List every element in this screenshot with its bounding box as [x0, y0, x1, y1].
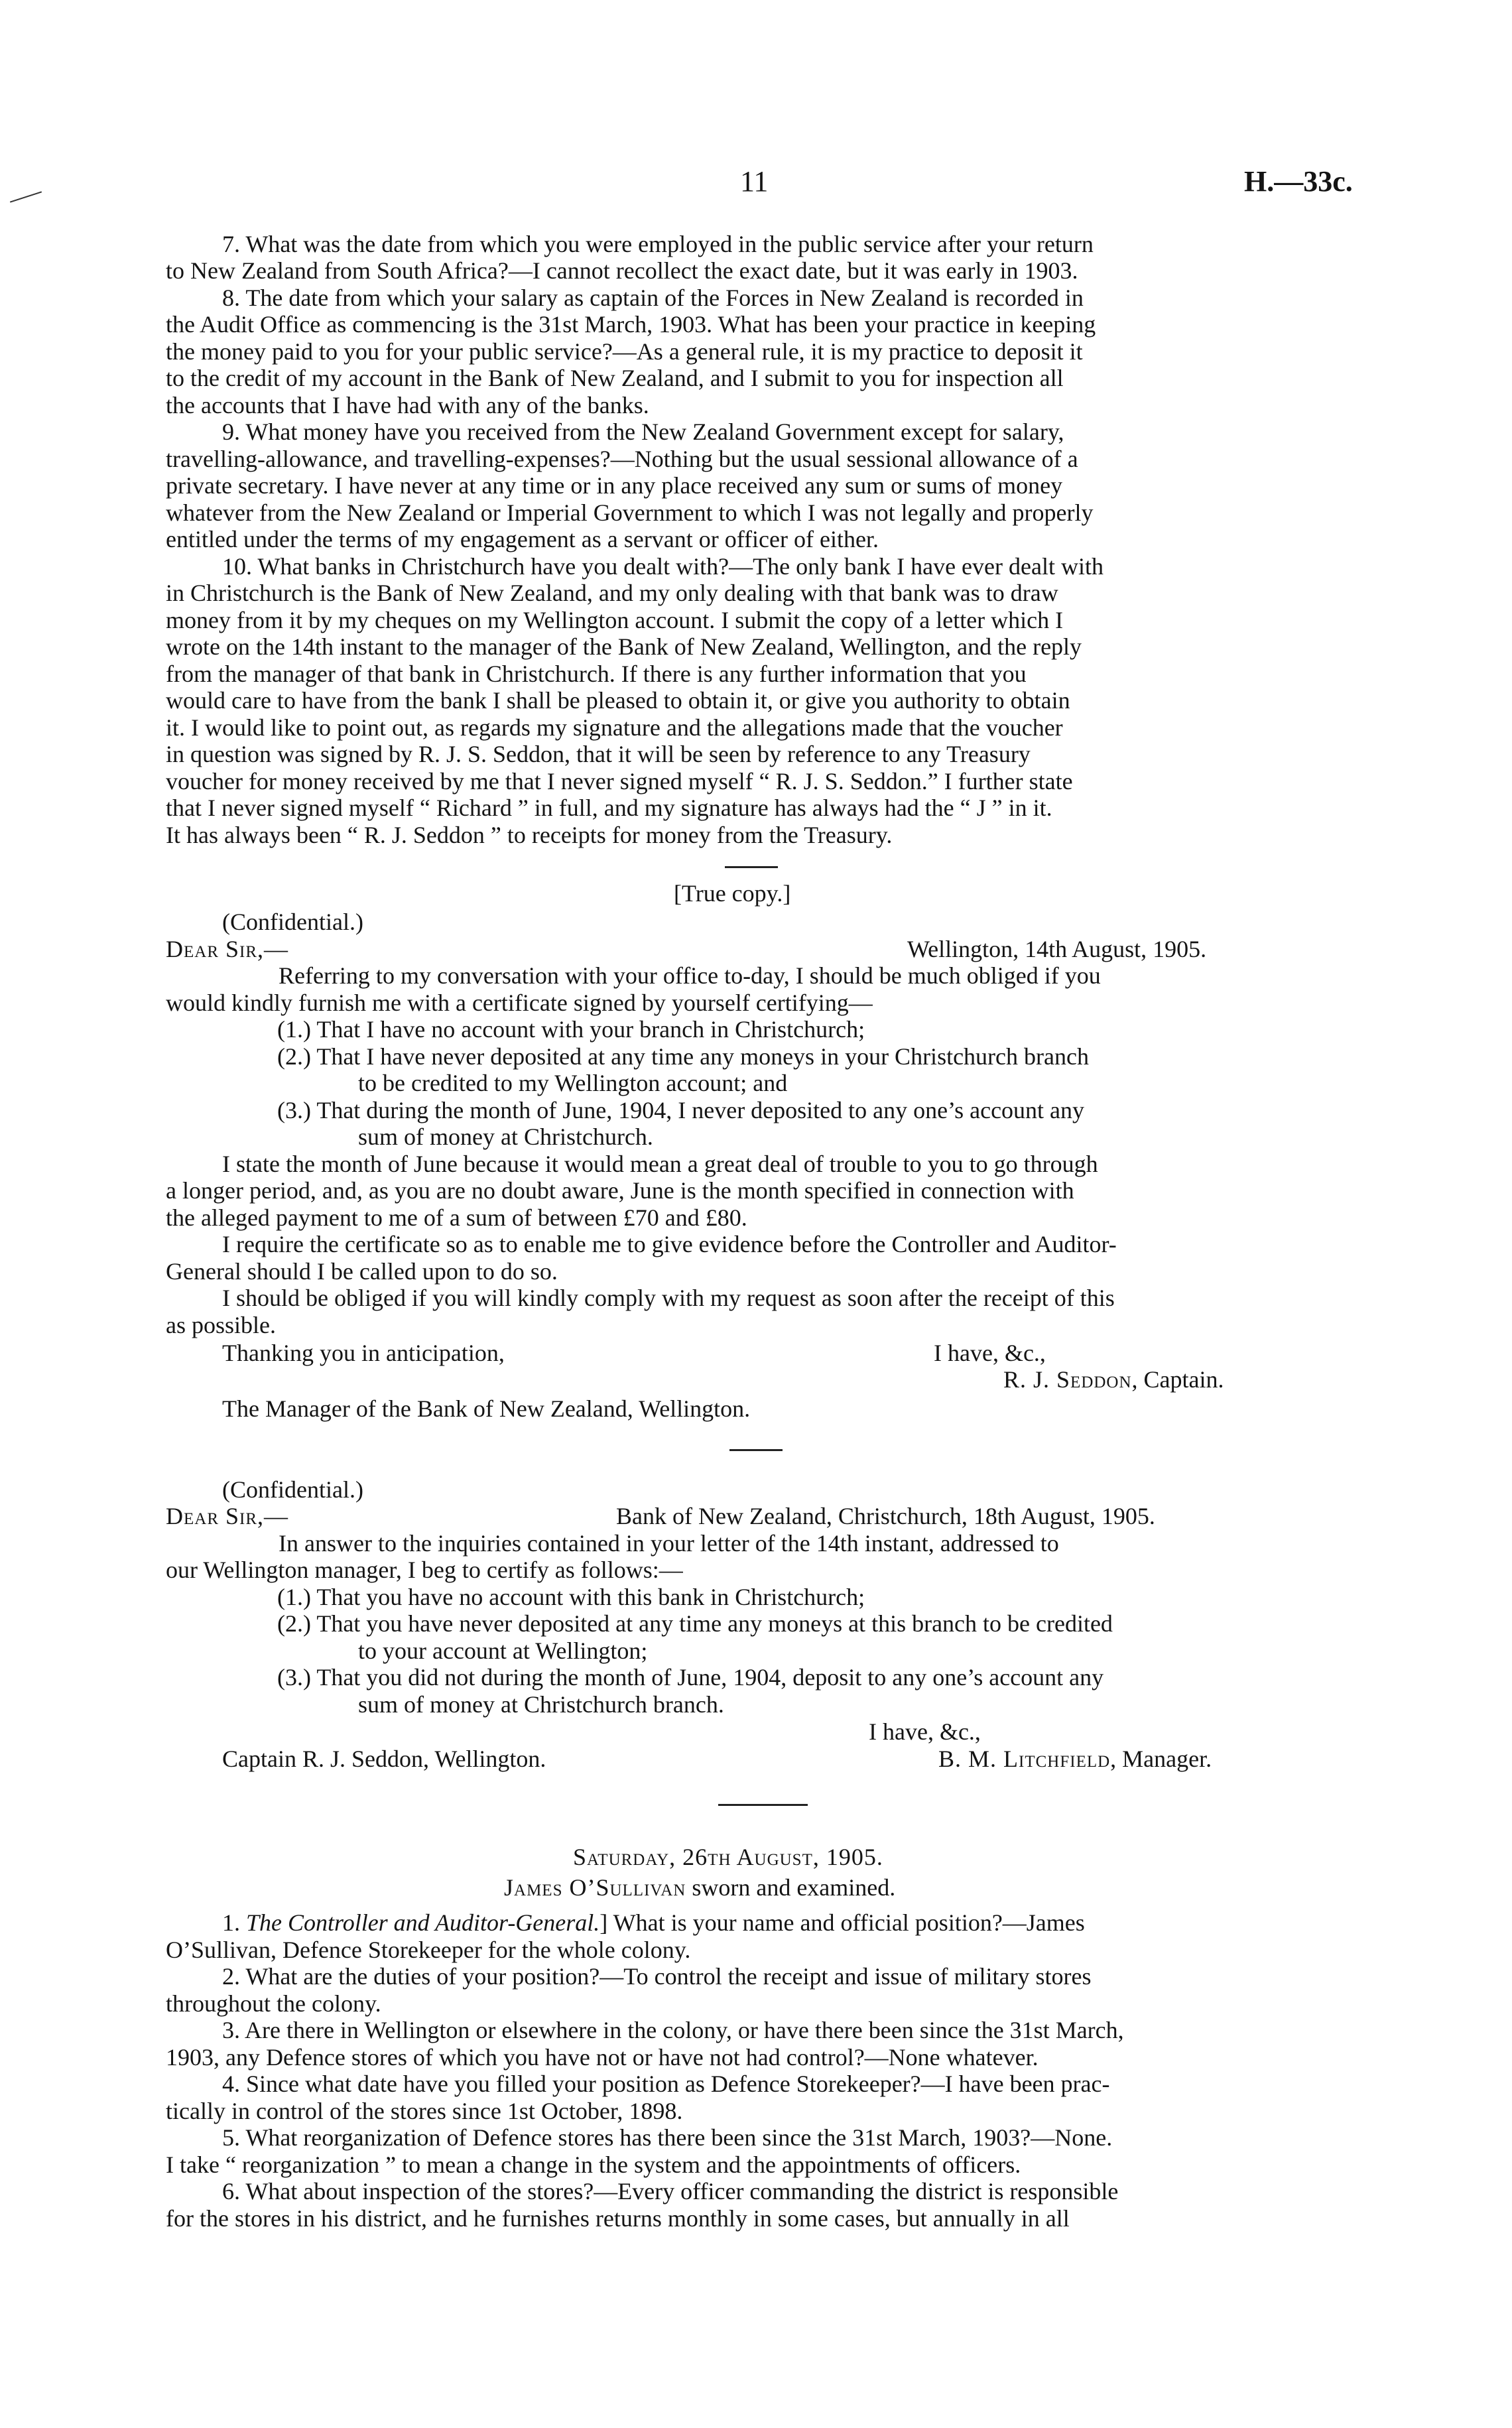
examiner-name: The Controller and Auditor-General.	[246, 1909, 600, 1936]
closing-line: I have, &c.,	[934, 1340, 1046, 1366]
salutation: Dear Sir,—	[166, 936, 289, 962]
body-line: the Audit Office as commencing is the 31st March, 1903. What has been your practice in keeping	[166, 311, 1096, 338]
section-rule	[718, 1804, 808, 1806]
body-line: the alleged payment to me of a sum of between £70 and £80.	[166, 1204, 747, 1231]
body-line: (3.) That during the month of June, 1904, I never deposited to any one’s account any	[277, 1097, 1085, 1123]
body-line: a longer period, and, as you are no doubt aware, June is the month specified in connection with	[166, 1177, 1074, 1204]
letter-dateline: Bank of New Zealand, Christchurch, 18th August, 1905.	[616, 1503, 1155, 1529]
body-line: entitled under the terms of my engagement as a servant or officer of either.	[166, 526, 879, 552]
body-line: 3. Are there in Wellington or elsewhere in the colony, or have there been since the 31st March,	[222, 2017, 1124, 2043]
addressee: The Manager of the Bank of New Zealand, Wellington.	[222, 1395, 751, 1422]
body-line: 4. Since what date have you filled your position as Defence Storekeeper?—I have been prac-	[222, 2071, 1110, 2097]
body-line: as possible.	[166, 1312, 276, 1338]
body-line: travelling-allowance, and travelling-expenses?—Nothing but the usual sessional allowance of a	[166, 446, 1078, 472]
body-line: 6. What about inspection of the stores?—Every officer commanding the district is responsible	[222, 2178, 1119, 2204]
body-line: that I never signed myself “ Richard ” in full, and my signature has always had the “ J ” in it.	[166, 795, 1052, 821]
body-line: would care to have from the bank I shall be pleased to obtain it, or give you authority to obtain	[166, 687, 1070, 714]
body-line: 5. What reorganization of Defence stores has there been since the 31st March, 1903?—None.	[222, 2124, 1113, 2151]
signature-name: B. M. Litchfield	[938, 1746, 1111, 1772]
witness-line	[504, 1874, 895, 1901]
body-line: 7. What was the date from which you were employed in the public service after your return	[222, 231, 1094, 257]
body-line: 10. What banks in Christchurch have you dealt with?—The only bank I have ever dealt with	[222, 553, 1103, 580]
body-line: General should I be called upon to do so.	[166, 1258, 558, 1285]
body-line: 9. What money have you received from the New Zealand Government except for salary,	[222, 418, 1064, 445]
letter-dateline: Wellington, 14th August, 1905.	[907, 936, 1207, 962]
body-line: in Christchurch is the Bank of New Zealand, and my only dealing with that bank was to draw	[166, 580, 1058, 606]
body-line: in question was signed by R. J. S. Seddon, that it will be seen by reference to any Treasury	[166, 741, 1031, 767]
session-date-heading: Saturday, 26th August, 1905.	[573, 1844, 883, 1870]
body-line: I take “ reorganization ” to mean a change in the system and the appointments of officers.	[166, 2151, 1021, 2178]
confidential-label: (Confidential.)	[222, 909, 363, 935]
body-line: I require the certificate so as to enable me to give evidence before the Controller and Auditor-	[222, 1231, 1117, 1257]
body-line: I should be obliged if you will kindly comply with my request as soon after the receipt of this	[222, 1285, 1115, 1311]
section-rule	[729, 1449, 783, 1451]
body-line: to be credited to my Wellington account; and	[358, 1070, 788, 1096]
margin-pencil-mark	[10, 191, 42, 202]
body-line: 8. The date from which your salary as captain of the Forces in New Zealand is recorded in	[222, 285, 1084, 311]
true-copy-note: [True copy.]	[674, 880, 791, 907]
page-number: 11	[740, 165, 769, 198]
signature	[938, 1746, 1212, 1773]
body-line: to New Zealand from South Africa?—I cannot recollect the exact date, but it was early in 1903.	[166, 257, 1078, 284]
thanking-line: Thanking you in anticipation,	[222, 1340, 505, 1366]
question-text: ] What is your name and official position?—James	[599, 1909, 1085, 1936]
body-line: (2.) That I have never deposited at any time any moneys in your Christchurch branch	[277, 1043, 1089, 1070]
signature-name: R. J. Seddon	[1003, 1366, 1132, 1393]
signature	[1003, 1366, 1224, 1393]
body-line: wrote on the 14th instant to the manager of the Bank of New Zealand, Wellington, and the reply	[166, 633, 1082, 660]
body-line: (3.) That you did not during the month of June, 1904, deposit to any one’s account any	[277, 1664, 1104, 1691]
body-line: from the manager of that bank in Christchurch. If there is any further information that you	[166, 661, 1027, 687]
signature-title: , Manager.	[1110, 1746, 1212, 1772]
body-line: It has always been “ R. J. Seddon ” to receipts for money from the Treasury.	[166, 822, 893, 848]
body-line: sum of money at Christchurch branch.	[358, 1691, 724, 1718]
body-line: would kindly furnish me with a certificate signed by yourself certifying—	[166, 990, 873, 1016]
body-line: In answer to the inquiries contained in your letter of the 14th instant, addressed to	[279, 1530, 1059, 1557]
body-line: (1.) That I have no account with your branch in Christchurch;	[277, 1016, 865, 1043]
witness-name: James O’Sullivan	[504, 1874, 686, 1901]
addressee: Captain R. J. Seddon, Wellington.	[222, 1746, 546, 1772]
body-line: to your account at Wellington;	[358, 1637, 648, 1664]
question-line	[222, 1909, 1085, 1937]
body-line: for the stores in his district, and he furnishes returns monthly in some cases, but annually in all	[166, 2205, 1070, 2232]
body-line: I state the month of June because it would mean a great deal of trouble to you to go through	[222, 1151, 1098, 1177]
body-line: tically in control of the stores since 1st October, 1898.	[166, 2098, 683, 2124]
body-line: it. I would like to point out, as regards my signature and the allegations made that the voucher	[166, 714, 1063, 741]
body-line: (1.) That you have no account with this bank in Christchurch;	[277, 1584, 865, 1610]
body-line: throughout the colony.	[166, 1990, 381, 2017]
body-line: (2.) That you have never deposited at any time any moneys at this branch to be credited	[277, 1610, 1113, 1637]
body-line: the money paid to you for your public service?—As a general rule, it is my practice to deposit it	[166, 338, 1083, 365]
body-line: 1903, any Defence stores of which you have not or have not had control?—None whatever.	[166, 2044, 1039, 2071]
body-line: sum of money at Christchurch.	[358, 1123, 653, 1150]
body-line: voucher for money received by me that I never signed myself “ R. J. S. Seddon.” I further state	[166, 768, 1073, 795]
question-number: 1.	[222, 1909, 246, 1936]
body-line: whatever from the New Zealand or Imperial Government to which I was not legally and properly	[166, 499, 1094, 526]
body-line: private secretary. I have never at any time or in any place received any sum or sums of money	[166, 472, 1063, 499]
signature-title: , Captain.	[1131, 1366, 1224, 1393]
body-line: to the credit of my account in the Bank of New Zealand, and I submit to you for inspection all	[166, 365, 1064, 391]
salutation: Dear Sir,—	[166, 1503, 289, 1529]
body-line: money from it by my cheques on my Wellington account. I submit the copy of a letter which I	[166, 607, 1064, 633]
body-line: Referring to my conversation with your office to-day, I should be much obliged if you	[279, 962, 1101, 989]
body-line: 2. What are the duties of your position?—To control the receipt and issue of military stores	[222, 1963, 1092, 1990]
witness-rest: sworn and examined.	[686, 1874, 896, 1901]
body-line: our Wellington manager, I beg to certify as follows:—	[166, 1557, 683, 1583]
body-line: the accounts that I have had with any of the banks.	[166, 392, 649, 418]
body-line: O’Sullivan, Defence Storekeeper for the whole colony.	[166, 1937, 691, 1963]
confidential-label: (Confidential.)	[222, 1476, 363, 1503]
closing-line: I have, &c.,	[869, 1718, 981, 1745]
section-rule	[725, 866, 778, 868]
document-reference: H.—33c.	[1244, 165, 1353, 198]
